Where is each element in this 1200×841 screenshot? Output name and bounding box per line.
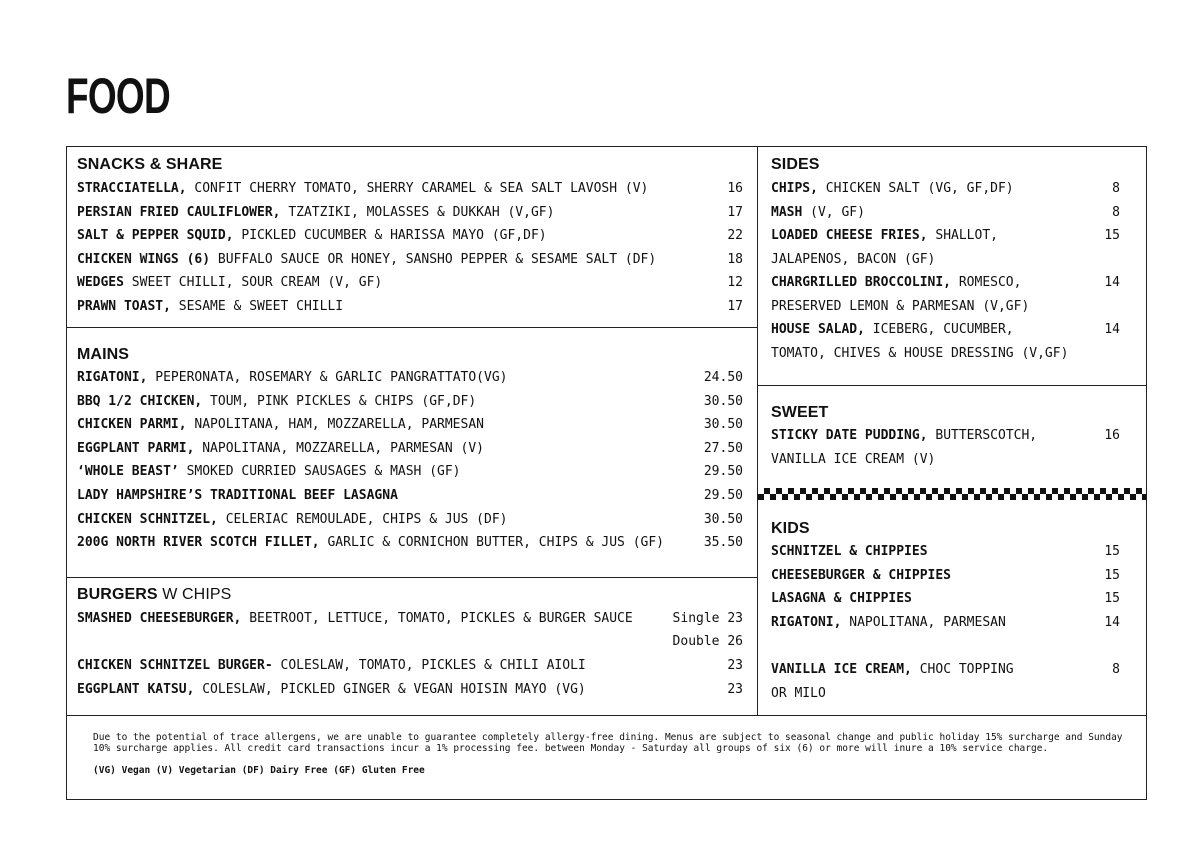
- item-price: 12: [727, 275, 743, 290]
- item-name: LASAGNA & CHIPPIES: [771, 591, 912, 606]
- item-price: 29.50: [703, 488, 743, 503]
- item-description: TOUM, PINK PICKLES & CHIPS (GF,DF): [202, 394, 477, 409]
- item-description: NAPOLITANA, HAM, MOZZARELLA, PARMESAN: [186, 417, 484, 432]
- item-description: SESAME & SWEET CHILLI: [170, 299, 344, 314]
- item-price: 14: [1104, 275, 1120, 290]
- item-name: VANILLA ICE CREAM,: [771, 662, 912, 677]
- menu-item: [77, 181, 648, 197]
- divider-sides-sweet: [757, 385, 1147, 386]
- item-name: SMASHED CHEESEBURGER,: [77, 611, 242, 626]
- item-price: 30.50: [703, 394, 743, 409]
- item-price: 16: [727, 181, 743, 196]
- item-price: 15: [1104, 228, 1120, 243]
- item-price: 8: [1112, 181, 1120, 196]
- item-description: ROMESCO,: [951, 275, 1022, 290]
- item-description: COLESLAW, PICKLED GINGER & VEGAN HOISIN MAYO (VG): [194, 682, 586, 697]
- burgers-heading-main: BURGERS: [77, 586, 158, 603]
- item-description: NAPOLITANA, PARMESAN: [841, 615, 1006, 630]
- menu-item: [77, 441, 484, 457]
- section-heading-kids: KIDS: [771, 520, 810, 537]
- item-name: EGGPLANT KATSU,: [77, 682, 195, 697]
- item-description: BEETROOT, LETTUCE, TOMATO, PICKLES & BURGER SAUCE: [241, 611, 633, 626]
- item-description: BUTTERSCOTCH,: [927, 428, 1038, 443]
- divider-snacks-mains: [66, 327, 757, 328]
- menu-item: [771, 591, 912, 607]
- item-name: EGGPLANT PARMI,: [77, 441, 195, 456]
- item-name: HOUSE SALAD,: [771, 322, 865, 337]
- item-description: SHALLOT,: [927, 228, 998, 243]
- item-price: 18: [727, 252, 743, 267]
- menu-item: [77, 205, 554, 221]
- item-name: BBQ 1/2 CHICKEN,: [77, 394, 203, 409]
- menu-item: [771, 662, 1014, 678]
- item-name: SALT & PEPPER SQUID,: [77, 228, 234, 243]
- item-name: STRACCIATELLA,: [77, 181, 187, 196]
- item-name: CHICKEN SCHNITZEL,: [77, 512, 218, 527]
- item-description: CONFIT CHERRY TOMATO, SHERRY CARAMEL & SEA SALT LAVOSH (V): [186, 181, 649, 196]
- item-description-cont: JALAPENOS, BACON (GF): [771, 252, 936, 267]
- menu-item: [77, 464, 461, 480]
- page-title: FOOD: [66, 68, 170, 124]
- item-price: 8: [1112, 205, 1120, 220]
- menu-item: [77, 512, 507, 528]
- item-name: WEDGES: [77, 275, 124, 290]
- menu-item: [771, 428, 1037, 444]
- section-heading-sides: SIDES: [771, 156, 820, 173]
- item-description-cont: OR MILO: [771, 686, 826, 701]
- menu-item: [771, 228, 998, 244]
- item-price: 23: [727, 682, 743, 697]
- item-name: PRAWN TOAST,: [77, 299, 171, 314]
- item-name: LADY HAMPSHIRE’S TRADITIONAL BEEF LASAGNA: [77, 488, 398, 503]
- menu-item: [77, 682, 586, 698]
- item-price: 30.50: [703, 512, 743, 527]
- menu-item: [771, 615, 1006, 631]
- item-name: PERSIAN FRIED CAULIFLOWER,: [77, 205, 281, 220]
- item-price: 15: [1104, 544, 1120, 559]
- item-name: CHICKEN PARMI,: [77, 417, 187, 432]
- item-description: SWEET CHILLI, SOUR CREAM (V, GF): [123, 275, 383, 290]
- item-description: ICEBERG, CUCUMBER,: [864, 322, 1014, 337]
- item-description: (V, GF): [802, 205, 865, 220]
- item-price: 27.50: [703, 441, 743, 456]
- item-price: 14: [1104, 322, 1120, 337]
- section-heading-mains: MAINS: [77, 346, 130, 363]
- item-name: CHEESEBURGER & CHIPPIES: [771, 568, 952, 583]
- item-price: 29.50: [703, 464, 743, 479]
- item-price-alt: Double 26: [672, 634, 743, 649]
- item-description: CHICKEN SALT (VG, GF,DF): [817, 181, 1014, 196]
- item-description: PICKLED CUCUMBER & HARISSA MAYO (GF,DF): [233, 228, 547, 243]
- item-price: 22: [727, 228, 743, 243]
- item-price: 15: [1104, 591, 1120, 606]
- item-description: BUFFALO SAUCE OR HONEY, SANSHO PEPPER & SESAME SALT (DF): [210, 252, 657, 267]
- item-description-cont: PRESERVED LEMON & PARMESAN (V,GF): [771, 299, 1030, 314]
- item-price: 14: [1104, 615, 1120, 630]
- checkered-divider: [758, 488, 1146, 500]
- item-description: GARLIC & CORNICHON BUTTER, CHIPS & JUS (GF): [319, 535, 665, 550]
- item-name: STICKY DATE PUDDING,: [771, 428, 928, 443]
- section-heading-burgers: [77, 586, 231, 604]
- menu-item: [77, 417, 484, 433]
- item-description: SMOKED CURRIED SAUSAGES & MASH (GF): [178, 464, 461, 479]
- item-price: 17: [727, 299, 743, 314]
- item-name: CHIPS,: [771, 181, 818, 196]
- item-name: MASH: [771, 205, 803, 220]
- item-name: 200G NORTH RIVER SCOTCH FILLET,: [77, 535, 320, 550]
- menu-item: [77, 370, 507, 386]
- menu-item: [77, 228, 547, 244]
- menu-item: [77, 658, 586, 674]
- menu-item: [77, 535, 664, 551]
- item-name: RIGATONI,: [77, 370, 148, 385]
- menu-item: [77, 275, 382, 291]
- menu-item: [77, 488, 398, 504]
- menu-item: [77, 394, 476, 410]
- column-divider: [757, 146, 758, 715]
- item-price: 30.50: [703, 417, 743, 432]
- menu-item: [771, 322, 1014, 338]
- section-heading-snacks: SNACKS & SHARE: [77, 156, 223, 173]
- item-description: CHOC TOPPING: [911, 662, 1014, 677]
- item-price: 16: [1104, 428, 1120, 443]
- section-heading-sweet: SWEET: [771, 404, 829, 421]
- item-price: 17: [727, 205, 743, 220]
- menu-item: [77, 611, 633, 627]
- item-description-cont: TOMATO, CHIVES & HOUSE DRESSING (V,GF): [771, 346, 1069, 361]
- item-price: 35.50: [703, 535, 743, 550]
- item-description: COLESLAW, TOMATO, PICKLES & CHILI AIOLI: [272, 658, 586, 673]
- item-price: 8: [1112, 662, 1120, 677]
- allergen-notice: Due to the potential of trace allergens, we are unable to guarantee completely allergy-free dining. Menus are subject to seasonal change and public holiday 15% surcharge and Sunday 10% surcharge applies. All credit card transactions incur a 1% processing fee. between Monday - Saturday all groups of six (6) or more will inure a 10% service charge.: [93, 732, 1123, 754]
- dietary-legend: (VG) Vegan (V) Vegetarian (DF) Dairy Free (GF) Gluten Free: [93, 765, 425, 776]
- item-price: 23: [727, 658, 743, 673]
- menu-item: [771, 181, 1014, 197]
- menu-item: [771, 568, 951, 584]
- menu-item: [77, 252, 656, 268]
- item-description: CELERIAC REMOULADE, CHIPS & JUS (DF): [217, 512, 508, 527]
- menu-item: [771, 205, 865, 221]
- divider-mains-burgers: [66, 577, 757, 578]
- item-description-cont: VANILLA ICE CREAM (V): [771, 452, 936, 467]
- item-description: PEPERONATA, ROSEMARY & GARLIC PANGRATTATO(VG): [147, 370, 508, 385]
- item-name: CHARGRILLED BROCCOLINI,: [771, 275, 952, 290]
- item-name: LOADED CHEESE FRIES,: [771, 228, 928, 243]
- menu-item: [77, 299, 343, 315]
- item-name: ‘WHOLE BEAST’: [77, 464, 179, 479]
- item-description: TZATZIKI, MOLASSES & DUKKAH (V,GF): [280, 205, 555, 220]
- item-price: Single 23: [672, 611, 743, 626]
- item-price: 15: [1104, 568, 1120, 583]
- menu-item: [771, 544, 928, 560]
- item-name: RIGATONI,: [771, 615, 842, 630]
- divider-footer: [66, 715, 1147, 716]
- item-price: 24.50: [703, 370, 743, 385]
- item-name: CHICKEN WINGS (6): [77, 252, 211, 267]
- burgers-heading-suffix: W CHIPS: [157, 586, 232, 603]
- item-description: NAPOLITANA, MOZZARELLA, PARMESAN (V): [194, 441, 484, 456]
- menu-item: [771, 275, 1021, 291]
- item-name: SCHNITZEL & CHIPPIES: [771, 544, 928, 559]
- item-name: CHICKEN SCHNITZEL BURGER-: [77, 658, 273, 673]
